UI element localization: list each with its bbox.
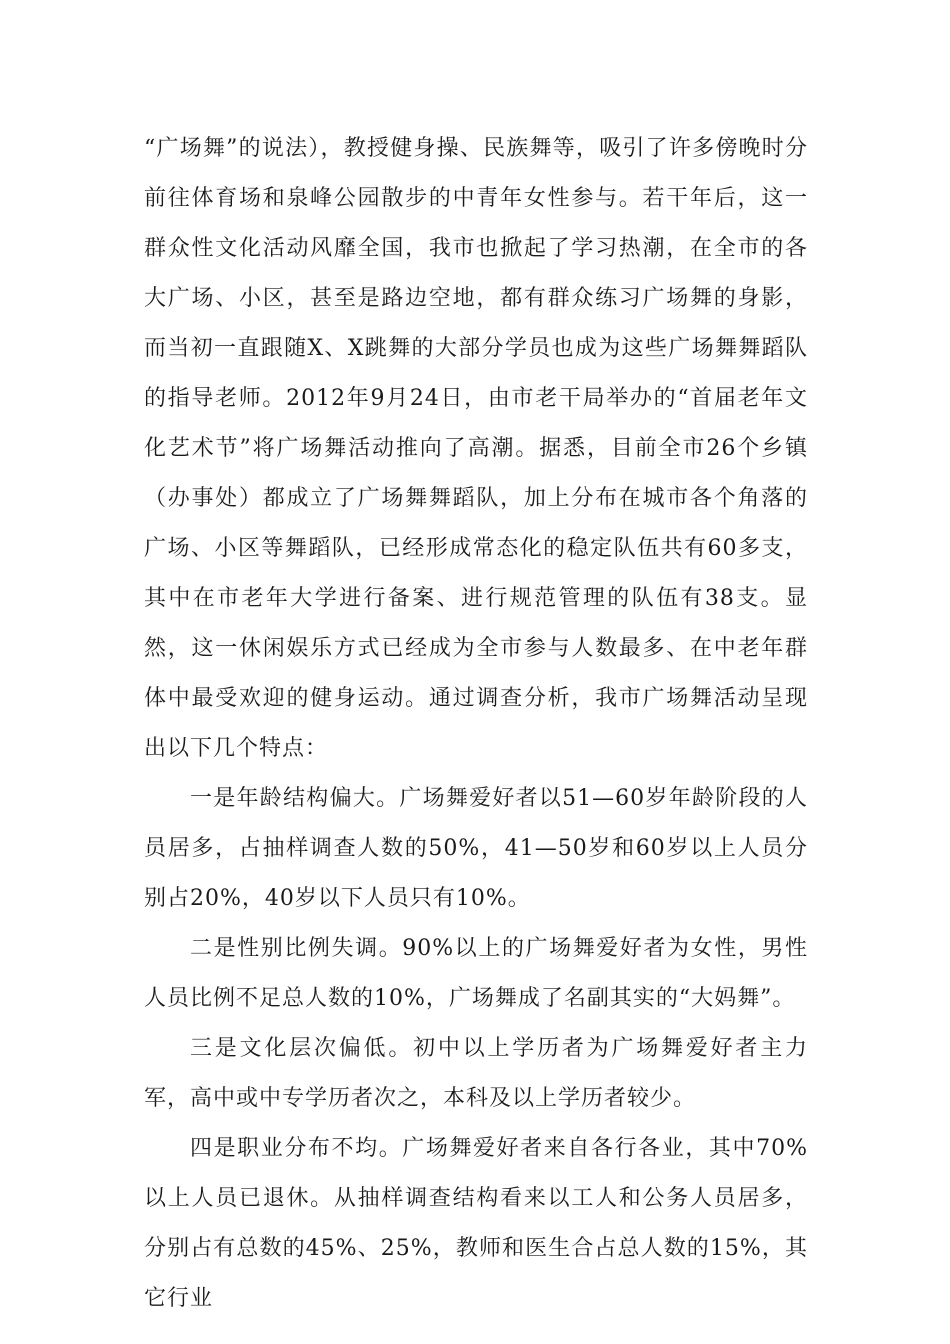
paragraph-education-level: 三是文化层次偏低。初中以上学历者为广场舞爱好者主力军，高中或中专学历者次之，本科及以上学历者较少。: [144, 1036, 808, 1111]
paragraph-age-structure: 一是年龄结构偏大。广场舞爱好者以51—60岁年龄阶段的人员居多，占抽样调查人数的50%，41—50岁和60岁以上人员分别占20%，40岁以下人员只有10%。: [144, 786, 808, 911]
paragraph-intro-continuation: “广场舞”的说法），教授健身操、民族舞等，吸引了许多傍晚时分前往体育场和泉峰公园散步的中青年女性参与。若干年后，这一群众性文化活动风靡全国，我市也掀起了学习热潮，在全市的各大广场、小区，甚至是路边空地，都有群众练习广场舞的身影，而当初一直跟随X、X跳舞的大部分学员也成为这些广场舞舞蹈队的指导老师。2012年9月24日，由市老干局举办的“首届老年文化艺术节”将广场舞活动推向了高潮。据悉，目前全市26个乡镇（办事处）都成立了广场舞舞蹈队，加上分布在城市各个角落的广场、小区等舞蹈队，已经形成常态化的稳定队伍共有60多支，其中在市老年大学进行备案、进行规范管理的队伍有38支。显然，这一休闲娱乐方式已经成为全市参与人数最多、在中老年群体中最受欢迎的健身运动。通过调查分析，我市广场舞活动呈现出以下几个特点：: [144, 136, 808, 761]
document-body: [144, 124, 808, 1324]
paragraph-occupation-distribution: 四是职业分布不均。广场舞爱好者来自各行各业，其中70%以上人员已退休。从抽样调查结构看来以工人和公务人员居多，分别占有总数的45%、25%，教师和医生合占总人数的15%，其它行业: [144, 1136, 808, 1311]
paragraph-gender-ratio: 二是性别比例失调。90%以上的广场舞爱好者为女性，男性人员比例不足总人数的10%，广场舞成了名副其实的“大妈舞”。: [144, 936, 808, 1011]
